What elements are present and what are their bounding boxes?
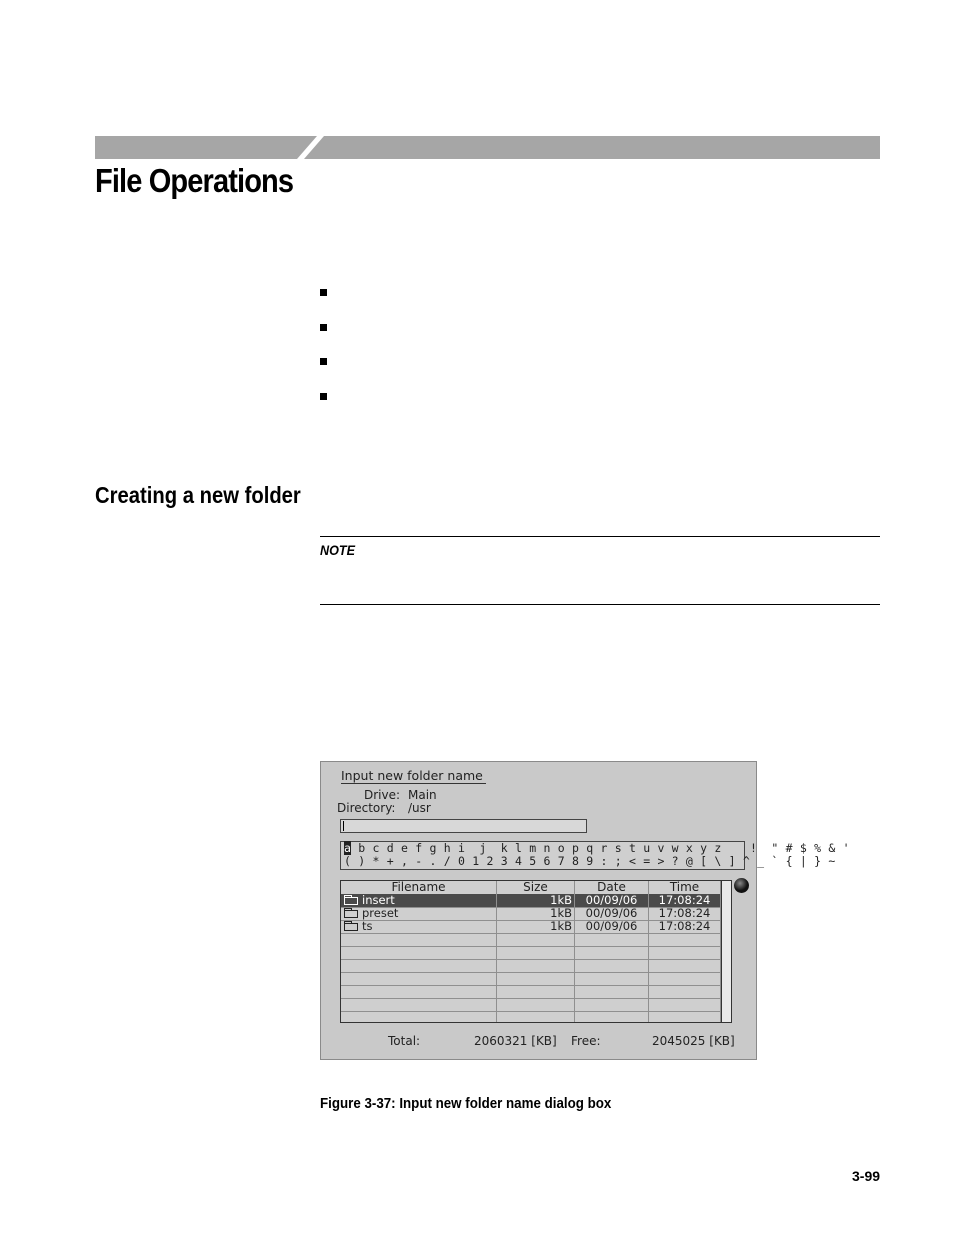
file-size: 1kB (497, 894, 575, 907)
file-size: 1kB (497, 920, 575, 933)
drive-label: Drive: (364, 788, 401, 802)
empty-cell (649, 933, 721, 946)
empty-cell (649, 959, 721, 972)
file-time: 17:08:24 (649, 894, 721, 907)
folder-icon (344, 923, 358, 931)
rotary-knob-icon[interactable] (734, 878, 749, 893)
empty-cell (497, 972, 575, 985)
column-header-date[interactable]: Date (575, 881, 649, 894)
folder-icon (344, 897, 358, 905)
table-header-row (341, 881, 721, 895)
folder-icon (344, 910, 358, 918)
file-time: 17:08:24 (649, 907, 721, 920)
empty-cell (575, 972, 649, 985)
empty-cell (497, 933, 575, 946)
free-value: 2045025 [KB] (652, 1034, 735, 1048)
empty-cell (649, 972, 721, 985)
empty-table-row (341, 985, 721, 999)
bullet-square-icon (320, 393, 327, 400)
bullet-item (320, 391, 327, 426)
dialog-title: Input new folder name (341, 768, 483, 783)
total-label: Total: (388, 1034, 421, 1048)
bullet-list (320, 287, 327, 425)
empty-cell (575, 985, 649, 998)
empty-cell (575, 998, 649, 1011)
empty-cell (575, 933, 649, 946)
empty-cell (497, 985, 575, 998)
empty-table-row (341, 959, 721, 973)
empty-cell (497, 959, 575, 972)
page-number: 3-99 (852, 1168, 881, 1184)
empty-cell (575, 946, 649, 959)
empty-table-row (341, 946, 721, 960)
free-label: Free: (571, 1034, 601, 1048)
new-folder-dialog (320, 761, 850, 1060)
note-bottom-rule (320, 604, 880, 605)
empty-cell (341, 998, 497, 1011)
file-name: insert (362, 894, 395, 907)
empty-cell (575, 959, 649, 972)
directory-label: Directory: (337, 801, 396, 815)
table-row[interactable] (341, 894, 721, 908)
file-list-table[interactable] (340, 880, 732, 1023)
bullet-item (320, 356, 327, 391)
empty-table-row (341, 1011, 721, 1023)
folder-name-input[interactable] (340, 819, 587, 833)
file-name: ts (362, 920, 373, 933)
chapter-header-bar (95, 136, 880, 159)
drive-value: Main (408, 788, 437, 802)
empty-cell (497, 998, 575, 1011)
character-palette[interactable] (340, 841, 850, 870)
selected-char[interactable]: a (344, 841, 352, 855)
table-row[interactable] (341, 920, 721, 934)
bullet-square-icon (320, 358, 327, 365)
empty-cell (575, 1011, 649, 1023)
directory-value: /usr (408, 801, 431, 815)
file-size: 1kB (497, 907, 575, 920)
chapter-title: File Operations (95, 162, 294, 199)
bullet-item (320, 287, 327, 322)
empty-cell (649, 998, 721, 1011)
empty-cell (341, 1011, 497, 1023)
figure-caption: Figure 3-37: Input new folder name dialog box (320, 1096, 612, 1112)
empty-table-row (341, 972, 721, 986)
char-row-2[interactable]: ( ) * + , - . / 0 1 2 3 4 5 6 7 8 9 : ; < = > ? @ [ \ ] ^ _ ` { | } ~ (344, 854, 836, 868)
bullet-square-icon (320, 289, 327, 296)
total-value: 2060321 [KB] (474, 1034, 557, 1048)
column-header-time[interactable]: Time (649, 881, 721, 894)
file-name: preset (362, 907, 399, 920)
bullet-square-icon (320, 324, 327, 331)
empty-cell (341, 933, 497, 946)
empty-cell (341, 985, 497, 998)
empty-cell (649, 946, 721, 959)
bullet-item (320, 322, 327, 357)
empty-cell (341, 972, 497, 985)
dialog-title-underline (341, 783, 486, 784)
file-date: 00/09/06 (575, 920, 649, 933)
file-date: 00/09/06 (575, 907, 649, 920)
table-scrollbar[interactable] (721, 881, 732, 1022)
char-row-1[interactable]: a b c d e f g h i j k l m n o p q r s t u v w x y z ! " # $ % & ' (344, 841, 850, 855)
file-date: 00/09/06 (575, 894, 649, 907)
column-header-filename[interactable]: Filename (341, 881, 497, 894)
empty-cell (649, 1011, 721, 1023)
empty-cell (341, 959, 497, 972)
section-title: Creating a new folder (95, 482, 301, 508)
empty-cell (341, 946, 497, 959)
note-label: NOTE (320, 542, 356, 558)
empty-table-row (341, 933, 721, 947)
empty-table-row (341, 998, 721, 1012)
empty-cell (497, 946, 575, 959)
column-header-size[interactable]: Size (497, 881, 575, 894)
empty-cell (497, 1011, 575, 1023)
table-row[interactable] (341, 907, 721, 921)
empty-cell (649, 985, 721, 998)
file-time: 17:08:24 (649, 920, 721, 933)
note-top-rule (320, 536, 880, 537)
